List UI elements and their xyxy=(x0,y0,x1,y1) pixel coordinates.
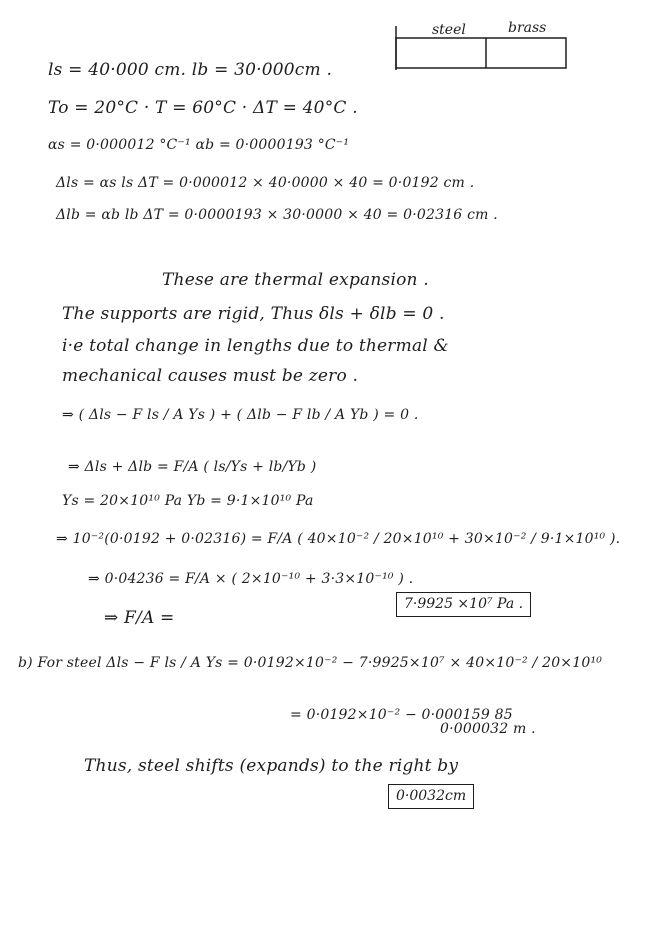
substituted-equation: ⇒ 10⁻²(0·0192 + 0·02316) = F/A ( 40×10⁻² / 20×10¹⁰ + 30×10⁻² / 9·1×10¹⁰ ). xyxy=(56,531,621,547)
given-coefficients: αs = 0·000012 °C⁻¹ αb = 0·0000193 °C⁻¹ xyxy=(48,137,350,153)
steel-shift-value: 0·000032 m . xyxy=(440,721,536,737)
rearranged-equation: ⇒ Δls + Δlb = F/A ( ls/Ys + lb/Yb ) xyxy=(68,459,317,475)
thermal-expansion-note: These are thermal expansion . xyxy=(162,270,429,290)
steel-label: steel xyxy=(432,22,466,38)
equilibrium-equation: ⇒ ( Δls − F ls / A Ys ) + ( Δlb − F lb / A Yb ) = 0 . xyxy=(62,407,419,423)
given-temperatures: To = 20°C · T = 60°C · ΔT = 40°C . xyxy=(48,98,358,118)
steel-brass-rod-diagram xyxy=(392,18,568,72)
part-b-steel-shift: b) For steel Δls − F ls / A Ys = 0·0192×10⁻² − 7·9925×10⁷ × 40×10⁻² / 20×10¹⁰ xyxy=(18,655,603,671)
given-lengths: ls = 40·000 cm. lb = 30·000cm . xyxy=(48,60,333,80)
shift-answer-box: 0·0032cm xyxy=(388,784,474,809)
mechanical-causes-statement: mechanical causes must be zero . xyxy=(62,366,359,386)
total-change-statement: i·e total change in lengths due to thermal & xyxy=(62,336,449,356)
brass-expansion: Δlb = αb lb ΔT = 0·0000193 × 30·0000 × 40 = 0·02316 cm . xyxy=(56,207,498,223)
composite-rod xyxy=(396,38,566,68)
youngs-moduli: Ys = 20×10¹⁰ Pa Yb = 9·1×10¹⁰ Pa xyxy=(62,493,314,509)
stress-answer-box: 7·9925 ×10⁷ Pa . xyxy=(396,592,531,617)
conclusion-statement: Thus, steel shifts (expands) to the right by xyxy=(84,756,459,776)
rigid-supports-statement: The supports are rigid, Thus δls + δlb = 0 . xyxy=(62,304,445,324)
steel-expansion: Δls = αs ls ΔT = 0·000012 × 40·0000 × 40 = 0·0192 cm . xyxy=(56,175,475,191)
simplified-equation: ⇒ 0·04236 = F/A × ( 2×10⁻¹⁰ + 3·3×10⁻¹⁰ ) . xyxy=(88,571,414,587)
steel-shift-computation: = 0·0192×10⁻² − 0·000159 85 xyxy=(290,707,513,723)
brass-label: brass xyxy=(508,20,547,36)
stress-result-line: ⇒ F/A = xyxy=(104,608,175,628)
